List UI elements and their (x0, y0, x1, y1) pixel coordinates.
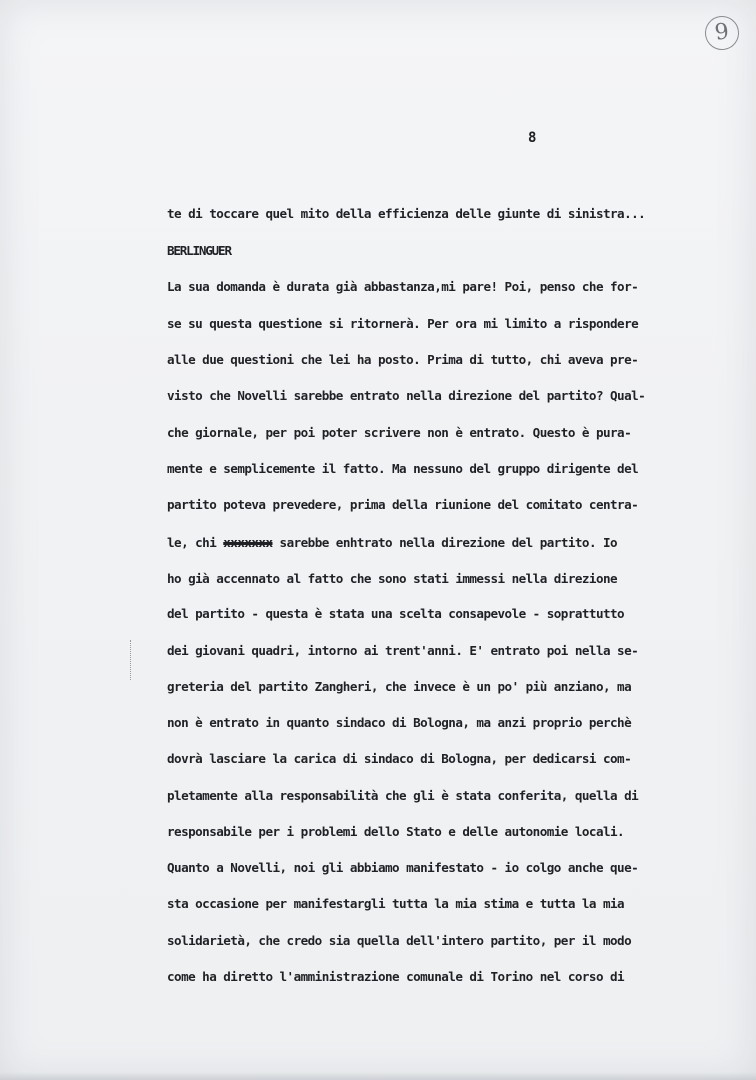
text-line: ho già accennato al fatto che sono stati immessi nella direzione (167, 571, 618, 586)
margin-mark (130, 640, 132, 680)
text-line: dovrà lasciare la carica di sindaco di Bologna, per dedicarsi com- (167, 751, 632, 766)
text-line: visto che Novelli sarebbe entrato nella direzione del partito? Qual- (167, 388, 646, 403)
text-line: del partito - questa è stata una scelta consapevole - soprattutto (167, 606, 625, 621)
struck-out-word: xxxxxxx (223, 535, 273, 550)
text-line: solidarietà, che credo sia quella dell'intero partito, per il modo (167, 933, 632, 948)
text-line: sta occasione per manifestargli tutta la mia stima e tutta la mia (167, 896, 625, 911)
text-line: La sua domanda è durata già abbastanza,mi pare! Poi, penso che for- (167, 279, 639, 294)
text-segment: le, chi (167, 535, 224, 550)
text-line-with-strikeout (167, 535, 617, 550)
page-edge-shadow (0, 1072, 756, 1080)
text-line: te di toccare quel mito della efficienza delle giunte di sinistra... (167, 206, 646, 221)
text-line: partito poteva prevedere, prima della riunione del comitato centra- (167, 497, 639, 512)
text-line: mente e semplicemente il fatto. Ma nessuno del gruppo dirigente del (167, 461, 639, 476)
text-line: che giornale, per poi poter scrivere non è entrato. Questo è pura- (167, 425, 632, 440)
text-segment: sarebbe enhtrato nella direzione del partito. Io (272, 535, 618, 550)
text-line: non è entrato in quanto sindaco di Bologna, ma anzi proprio perchè (167, 715, 632, 730)
page-stamp: 9 (703, 14, 741, 52)
text-line: come ha diretto l'amministrazione comunale di Torino nel corso di (167, 969, 625, 984)
text-line: se su questa questione si ritornerà. Per ora mi limito a rispondere (167, 316, 639, 331)
text-line: Quanto a Novelli, noi gli abbiamo manifestato - io colgo anche que- (167, 860, 639, 875)
text-line: pletamente alla responsabilità che gli è stata conferita, quella di (167, 788, 639, 803)
text-line: dei giovani quadri, intorno ai trent'anni. E' entrato poi nella se- (167, 643, 639, 658)
text-line: greteria del partito Zangheri, che invece è un po' più anziano, ma (167, 679, 632, 694)
text-line: responsabile per i problemi dello Stato e delle autonomie locali. (167, 824, 625, 839)
text-line: alle due questioni che lei ha posto. Prima di tutto, chi aveva pre- (167, 352, 639, 367)
speaker-name: BERLINGUER (167, 243, 231, 258)
page-number: 8 (528, 130, 537, 146)
